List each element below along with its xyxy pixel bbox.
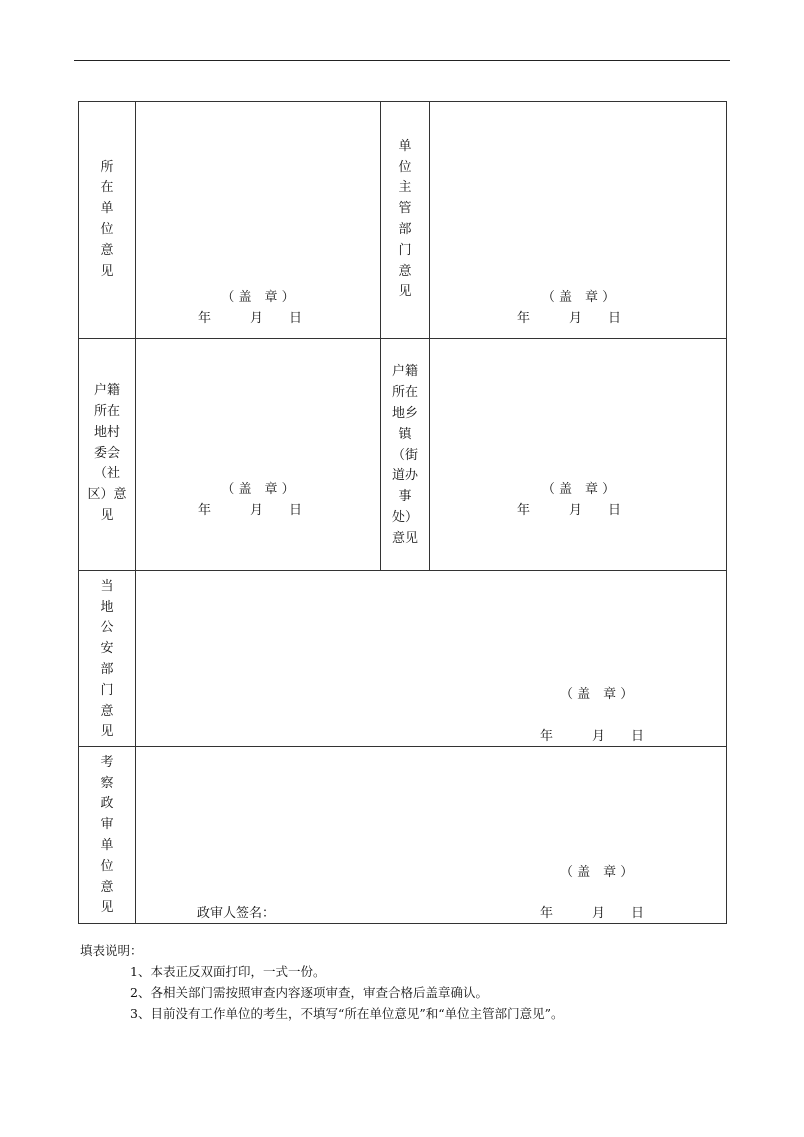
label-line: 考 [100,754,114,770]
label-line: 管 [398,201,412,217]
column-divider [135,101,136,924]
label-line: 政 [100,796,114,812]
label-line: 意 [100,242,114,258]
label-line: 见 [100,507,114,523]
label-line: 地乡 [391,406,418,421]
label-line: 单 [100,838,114,853]
label-line: 户籍 [93,383,120,399]
seal-placeholder: （ 盖 章 ） [221,290,295,305]
label-line: 单 [398,138,412,154]
label-line: 安 [100,641,114,657]
seal-placeholder: （ 盖 章 ） [221,482,295,497]
label-line: 意 [100,703,114,719]
row-divider [78,570,727,571]
instructions-title: 填表说明： [80,943,143,958]
label-line: 部 [100,662,114,677]
instruction-item: 1、本表正反双面打印，一式一份。 [130,964,326,979]
label-supervising-dept-opinion [381,130,429,310]
label-line: 镇 [398,426,412,442]
column-divider [429,101,430,570]
date-placeholder: 年 月 日 [517,311,622,326]
label-line: 委会 [93,445,120,461]
label-police-dept-opinion [79,578,135,740]
header-rule [74,60,730,61]
label-work-unit-opinion [79,150,135,290]
date-placeholder: 年 月 日 [517,503,622,518]
label-line: 公 [100,620,114,636]
label-line: 意 [398,263,412,279]
label-line: 意见 [391,530,418,546]
date-placeholder: 年 月 日 [198,311,303,326]
filling-instructions [80,940,564,1024]
label-line: 见 [100,263,114,279]
label-line: 处） [391,509,418,525]
label-line: 位 [100,222,114,237]
label-line: 察 [100,775,114,791]
label-line: 审 [100,817,114,833]
seal-placeholder: （ 盖 章 ） [541,482,616,497]
instruction-item: 2、各相关部门需按照审查内容逐项审查，审查合格后盖章确认。 [130,985,488,1000]
label-line: 单 [100,201,114,217]
label-line: 地村 [93,424,120,440]
label-line: 门 [398,242,412,258]
label-line: 见 [398,284,412,300]
label-review-unit-opinion [79,754,135,916]
label-line: 当 [100,578,114,594]
label-line: 户籍 [391,364,418,380]
label-township-office-opinion [381,358,429,554]
label-line: 位 [398,159,412,175]
date-placeholder: 年 月 日 [198,503,303,518]
label-line: 事 [398,489,412,505]
label-line: 见 [100,724,114,740]
label-line: 位 [100,858,114,874]
label-line: 区）意 [87,487,127,503]
label-line: 所在 [391,385,418,401]
label-line: 道办 [391,468,418,484]
date-placeholder: 年 月 日 [540,906,645,921]
row-divider [78,746,727,747]
seal-placeholder: （ 盖 章 ） [560,865,634,880]
label-residence-committee-opinion [79,378,135,530]
date-placeholder: 年 月 日 [540,729,645,744]
seal-placeholder: （ 盖 章 ） [560,687,634,702]
label-line: 地 [100,599,114,615]
label-line: 见 [100,900,114,916]
instruction-item: 3、目前没有工作单位的考生，不填写“所在单位意见”和“单位主管部门意见”。 [130,1006,564,1021]
label-line: 主 [398,180,412,196]
label-line: 意 [100,879,114,895]
row-divider [78,338,727,339]
reviewer-signature-label: 政审人签名： [197,906,276,921]
label-line: （社 [93,466,120,482]
label-line: 在 [100,180,114,196]
label-line: 所 [100,159,114,175]
label-line: （街 [391,447,418,463]
label-line: 门 [100,682,114,698]
label-line: 所在 [93,404,120,419]
label-line: 部 [398,222,412,237]
seal-placeholder: （ 盖 章 ） [541,290,616,305]
